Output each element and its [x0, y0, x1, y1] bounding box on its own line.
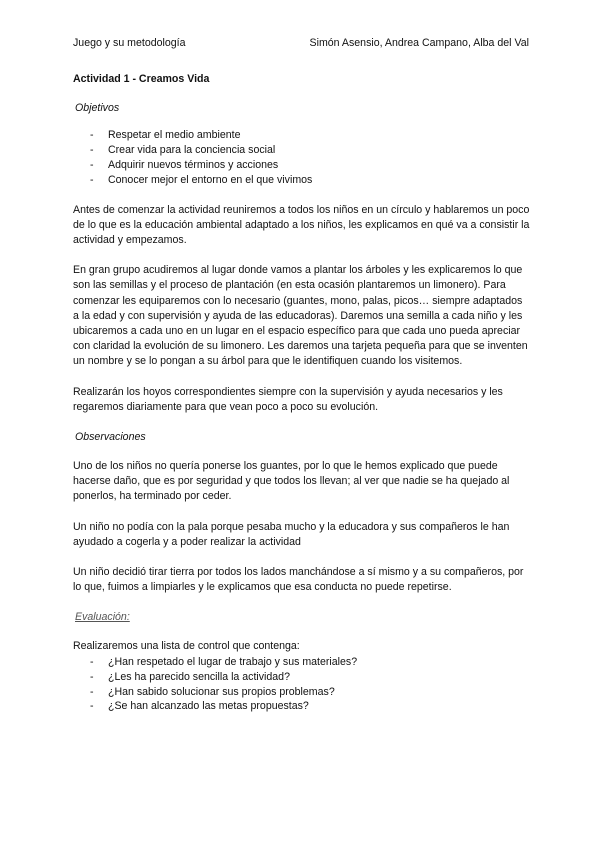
dash-bullet: -: [90, 670, 94, 683]
list-item-text: Adquirir nuevos términos y acciones: [108, 158, 279, 171]
observation-shovel: Un niño no podía con la pala porque pesaba mucho y la educadora y sus compañeros le han ayudado a cogerla y a poder realizar la actividad: [73, 520, 510, 548]
list-item: [73, 685, 531, 700]
observation-dirt: Un niño decidió tirar tierra por todos los lados manchándose a sí mismo y a su compañeros, por lo que, fuimos a limpiarles y le explicamos que esa conducta no puede repetirse.: [73, 566, 524, 594]
objetivos-list: [73, 128, 531, 188]
dash-bullet: -: [90, 173, 94, 186]
follow-up-paragraph: Realizarán los hoyos correspondientes siempre con la supervisión y ayuda necesarios y les regaremos diariamente para que vean poco a poco su evolución.: [73, 385, 503, 413]
evaluacion-heading: Evaluación:: [75, 611, 130, 624]
header-course: Juego y su metodología: [73, 37, 186, 49]
dash-bullet: -: [90, 685, 94, 698]
page-header: [73, 37, 529, 51]
header-authors: Simón Asensio, Andrea Campano, Alba del Val: [309, 37, 529, 49]
list-item-text: Crear vida para la conciencia social: [108, 143, 276, 156]
observation-gloves: Uno de los niños no quería ponerse los guantes, por lo que le hemos explicado que puede hacerse daño, que es por seguridad y que todos los llevan; al ver que nadie se ha quejado al ponerlos, ha terminado por ceder.: [73, 460, 510, 503]
dash-bullet: -: [90, 129, 94, 141]
list-item: [73, 128, 531, 143]
evaluacion-checklist: [73, 655, 531, 715]
list-item: [73, 173, 531, 188]
list-item-text: ¿Han sabido solucionar sus propios problemas?: [108, 685, 335, 698]
document-body: [73, 72, 531, 714]
evaluacion-intro: Realizaremos una lista de control que contenga:: [73, 640, 300, 653]
list-item: [73, 655, 531, 670]
objetivos-heading: Objetivos: [75, 102, 120, 114]
dash-bullet: -: [90, 143, 94, 156]
list-item: [73, 699, 531, 714]
dash-bullet: -: [90, 700, 94, 713]
list-item: [73, 158, 531, 173]
procedure-paragraph: En gran grupo acudiremos al lugar donde vamos a plantar los árboles y les explicaremos lo que son las semillas y el proceso de plantación (en esta ocasión plantaremos un limonero). Para comenzar les equiparemos con lo necesario (guantes, mono, palas, picos… siempre adaptados a la edad y con supervisión y ayuda de las educadoras). Daremos una semilla a cada niño y les ubicaremos a cada uno en un lugar en el espacio específico para que cada uno pueda apreciar con claridad la evolución de su limonero. Les daremos una tarjeta pequeña para que se inventen un nombre y se lo pongan a su árbol para que le identifiquen cuando los visitemos.: [73, 264, 528, 368]
list-item: [73, 670, 531, 685]
list-item-text: ¿Les ha parecido sencilla la actividad?: [108, 670, 290, 683]
dash-bullet: -: [90, 158, 94, 171]
list-item-text: ¿Se han alcanzado las metas propuestas?: [108, 700, 309, 713]
list-item: [73, 143, 531, 158]
intro-paragraph: Antes de comenzar la actividad reuniremos a todos los niños en un círculo y hablaremos un poco de lo que es la educación ambiental adaptado a los niños, les explicamos en qué va a consistir la actividad y empezamos.: [73, 203, 530, 247]
dash-bullet: -: [90, 655, 94, 668]
list-item-text: ¿Han respetado el lugar de trabajo y sus materiales?: [108, 655, 358, 668]
activity-title: Actividad 1 - Creamos Vida: [73, 73, 210, 85]
list-item-text: Conocer mejor el entorno en el que vivimos: [108, 173, 313, 186]
list-item-text: Respetar el medio ambiente: [108, 129, 241, 141]
observaciones-heading: Observaciones: [75, 431, 146, 444]
